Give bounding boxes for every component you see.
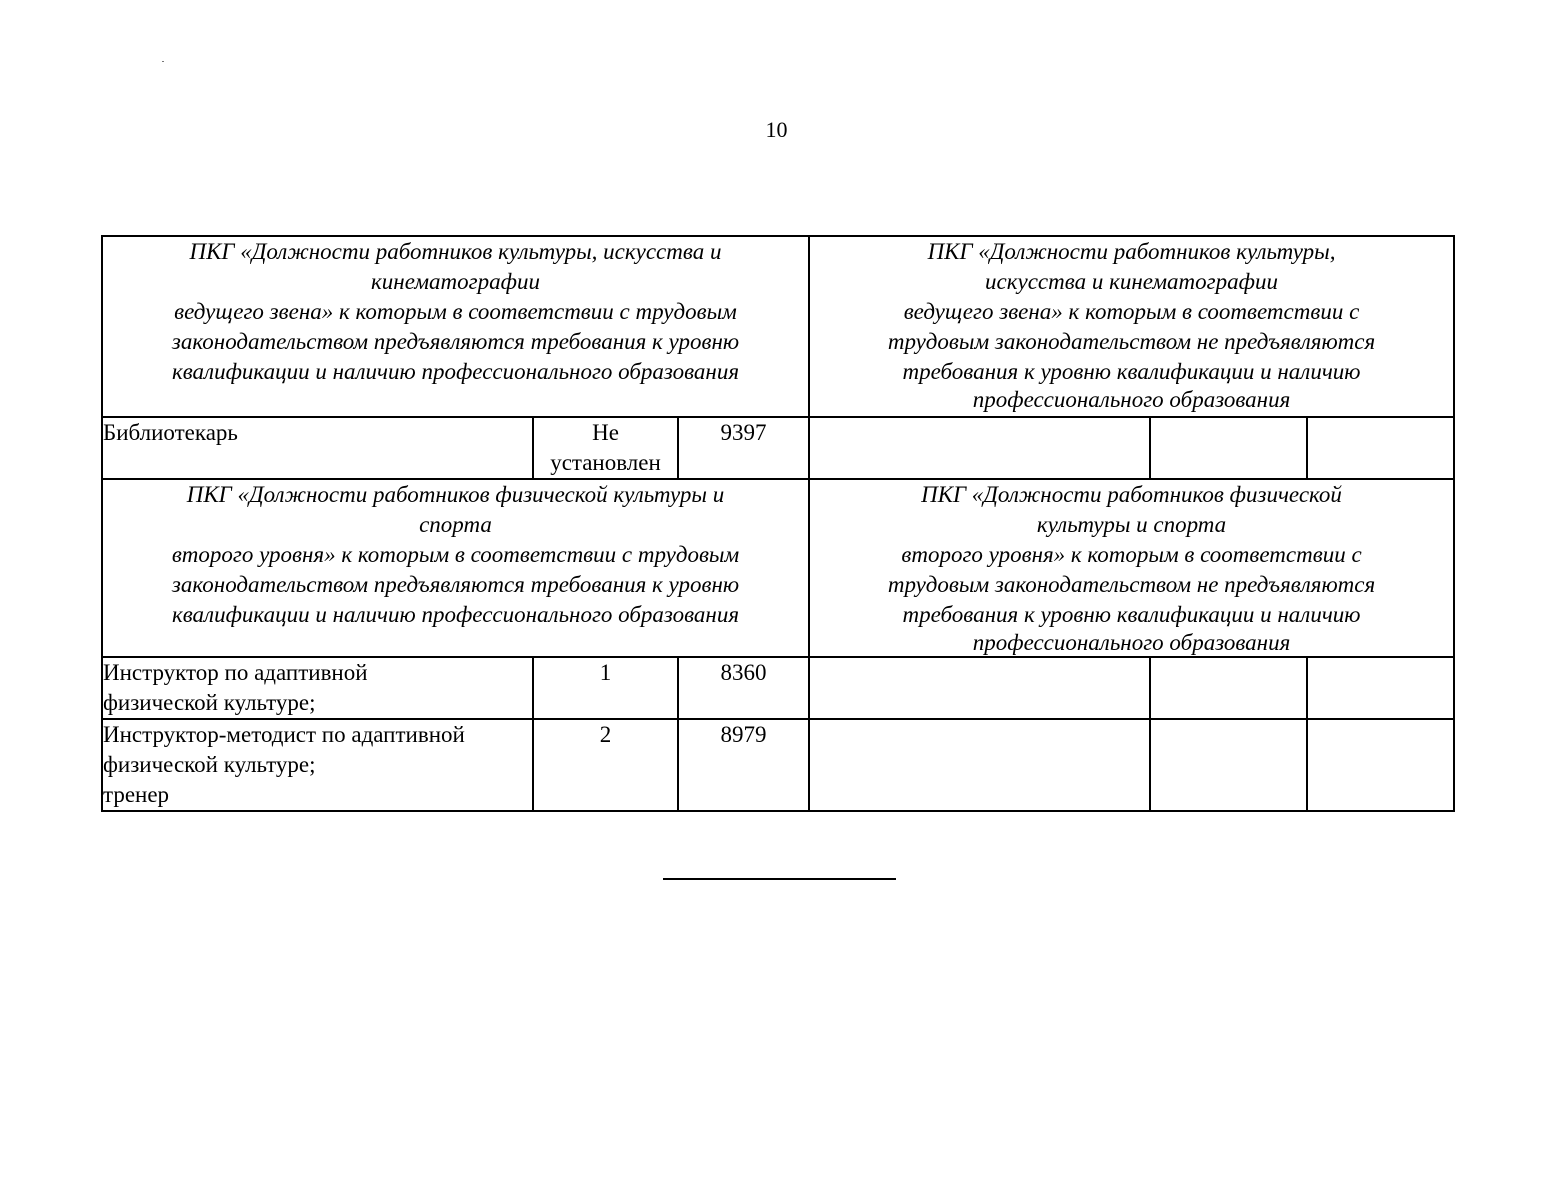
- culture-left-heading: ПКГ «Должности работников культуры, искусства и кинематографии ведущего звена» к которым в соответствии с трудовым законодательством предъявляются требования к уровню квалификации и наличию профессионального образования: [102, 236, 809, 417]
- empty-cell: [1150, 719, 1307, 811]
- culture-header-row: [102, 236, 1454, 417]
- closing-rule: [663, 878, 896, 880]
- table-row: [102, 657, 1454, 719]
- sport-right-heading: ПКГ «Должности работников физической культуры и спорта второго уровня» к которым в соответствии с трудовым законодательством не предъявляются требования к уровню квалификации и наличию профессионального образования: [809, 479, 1454, 657]
- empty-cell: [1150, 657, 1307, 719]
- position-cell: Инструктор-методист по адаптивной физической культуре; тренер: [102, 719, 533, 811]
- level-cell: 1: [533, 657, 678, 719]
- salary-cell: 9397: [678, 417, 809, 479]
- position-cell: Инструктор по адаптивной физической культуре;: [102, 657, 533, 719]
- table-row: [102, 417, 1454, 479]
- table-row: [102, 719, 1454, 811]
- scan-speck: [162, 61, 164, 62]
- salary-cell: 8979: [678, 719, 809, 811]
- salary-cell: 8360: [678, 657, 809, 719]
- salary-table: [101, 235, 1455, 812]
- position-cell: Библиотекарь: [102, 417, 533, 479]
- empty-cell: [1307, 719, 1454, 811]
- culture-right-heading: ПКГ «Должности работников культуры, искусства и кинематографии ведущего звена» к которым в соответствии с трудовым законодательством не предъявляются требования к уровню квалификации и наличию профессионального образования: [809, 236, 1454, 417]
- empty-cell: [1307, 417, 1454, 479]
- empty-cell: [809, 719, 1150, 811]
- sport-left-heading: ПКГ «Должности работников физической культуры и спорта второго уровня» к которым в соответствии с трудовым законодательством предъявляются требования к уровню квалификации и наличию профессионального образования: [102, 479, 809, 657]
- level-cell: Не установлен: [533, 417, 678, 479]
- sport-header-row: [102, 479, 1454, 657]
- page-number: 10: [765, 117, 788, 142]
- empty-cell: [1150, 417, 1307, 479]
- empty-cell: [809, 417, 1150, 479]
- empty-cell: [809, 657, 1150, 719]
- empty-cell: [1307, 657, 1454, 719]
- level-cell: 2: [533, 719, 678, 811]
